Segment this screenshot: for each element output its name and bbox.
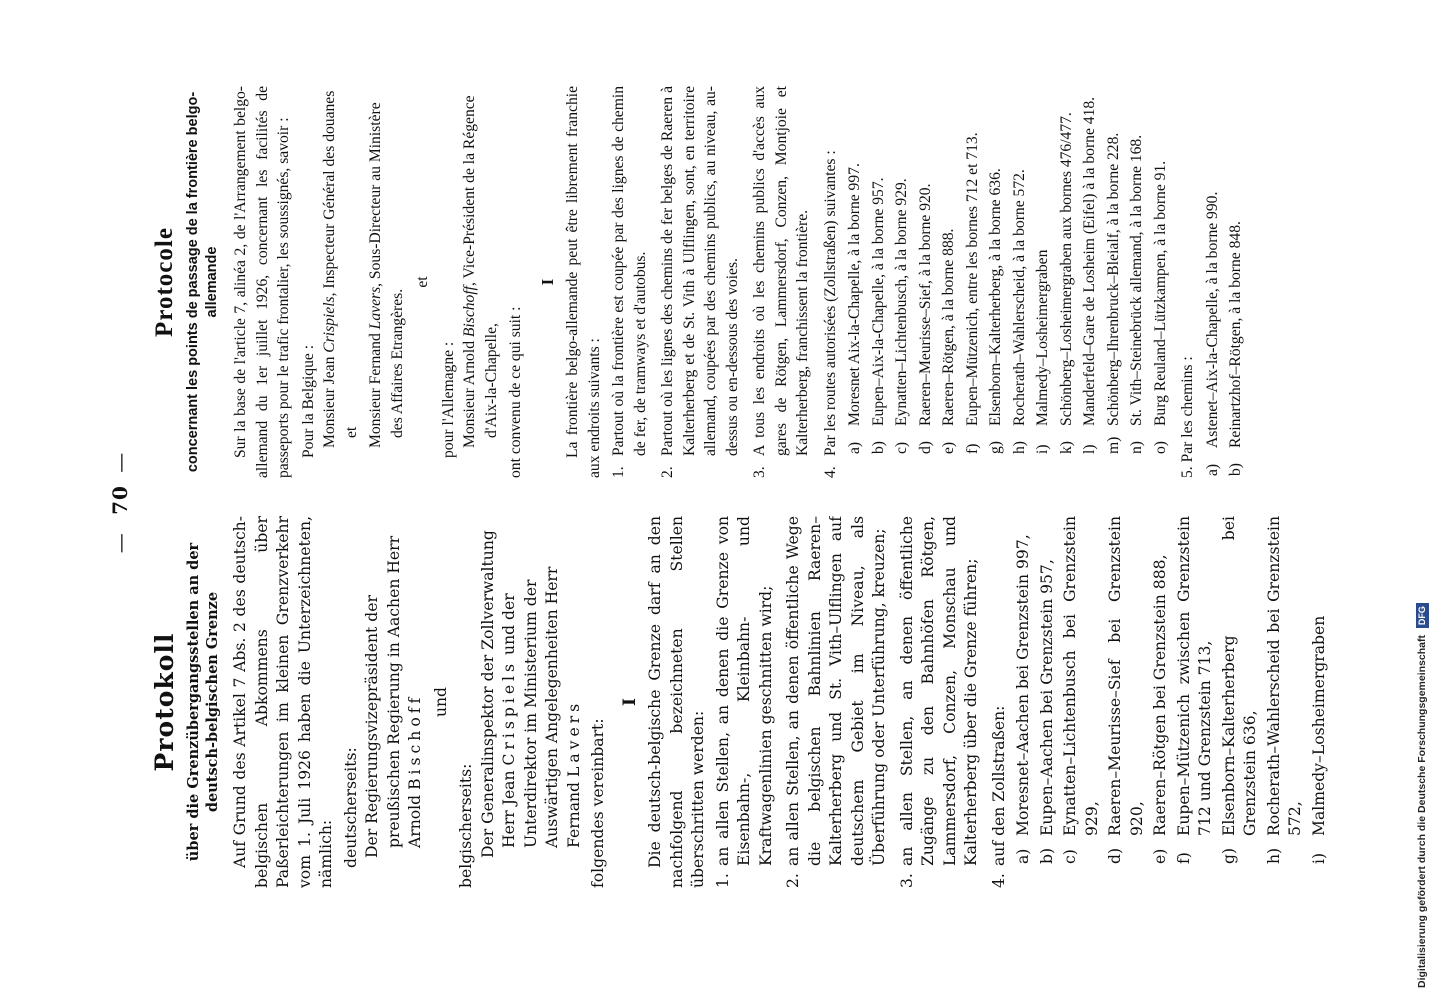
road-text: Raeren–Rötgen, à la borne 888. [940, 228, 957, 426]
road-text: Malmedy–Losheimergraben [1309, 615, 1328, 836]
path-text: Astenet–Aix-la-Chapelle, à la borne 990. [1203, 191, 1221, 448]
road-text: Rocherath–Wahlerscheid bei Grenzstein 572, [1264, 516, 1304, 836]
road-text: Moresnet Aix-la-Chapelle, à la borne 997. [846, 163, 863, 426]
list-item [820, 86, 1172, 478]
road-text: Malmedy–Losheimergraben [1034, 249, 1051, 426]
road-letter: d) [1106, 847, 1124, 864]
german-party1-name: Bischoff [406, 693, 424, 790]
road-text: Eupen–Mützenich zwischen Grenzstein 712 und Grenzstein 713, [1174, 516, 1214, 836]
french-party1-text-b: , Inspecteur Général des douanes et [321, 90, 360, 438]
road-letter: b) [869, 441, 887, 454]
road-letter: l) [1081, 444, 1098, 454]
road-letter: f) [1174, 852, 1193, 864]
road-item [868, 86, 890, 456]
road-item [1103, 86, 1125, 456]
road-letter: e) [940, 441, 957, 454]
french-paths [1202, 86, 1247, 478]
german-party2-label: belgischerseits: [457, 763, 475, 888]
item-text: an allen Stellen, an denen öffentliche Wege die belgischen Bahnlinien Raeren–Kalterherberg und St. Vith–Ulflingen auf deutschem Gebiet im Niveau, als Überführung oder Unterführung, kreuzen; [784, 516, 888, 866]
path-item [1225, 86, 1247, 478]
item-number: 2. [659, 466, 676, 478]
road-item [938, 86, 960, 456]
road-text: St. Vith–Steinebrück allemand, à la borne 168. [1128, 134, 1145, 426]
road-letter: i) [1309, 852, 1328, 864]
road-letter: a) [1014, 848, 1032, 864]
road-item [1079, 86, 1101, 456]
french-party2-text-b: , Vice-Président de la Régence d'Aix-la-Chapelle, [461, 95, 500, 438]
dash-right: — [108, 446, 132, 473]
german-party2-text-a: Der Generalinspektor der Zollverwaltung Herr Jean [478, 530, 518, 858]
road-text: Raeren–Meurisse–Sief, à la borne 920. [916, 183, 934, 426]
french-party1-label: Pour la Belgique : [299, 344, 317, 458]
road-item [1056, 86, 1078, 456]
french-party1-a [319, 86, 362, 478]
digitization-credit-text: Digitalisierung gefördert durch die Deutsche Forschungsgemeinschaft [1416, 635, 1428, 988]
road-letter: g) [987, 441, 1004, 454]
road-item [1150, 86, 1172, 456]
list-item [749, 86, 814, 478]
item-text: Partout où les lignes des chemins de fer belges de Raeren à Kalterherberg et de St. Vith à Ulflingen, sont, en territoire allemand, coupées par des chemins publics, au niveau, au-dessus ou en-dessous des voies. [659, 86, 741, 456]
french-items [608, 86, 1171, 478]
item-text: Par les routes autorisées (Zollstraßen) suivantes : [821, 150, 839, 456]
german-party1-label: deutscherseits: [341, 747, 360, 868]
list-item [897, 516, 983, 888]
item-number: 3. [751, 466, 768, 478]
page-number [108, 0, 132, 1000]
item-text: auf den Zollstraßen: [989, 705, 1008, 866]
path-letter: b) [1227, 463, 1244, 476]
french-party2-name-a: Bischoff [461, 285, 478, 338]
item-number: 4. [821, 466, 839, 478]
road-text: Eynatten–Lichtenbusch bei Grenzstein 929, [1061, 516, 1101, 836]
german-lead: Die deutsch-belgische Grenze darf an den nachfolgend bezeichneten Stellen überschritten werden: [646, 516, 707, 888]
road-item [891, 86, 913, 456]
french-party2-label: pour l'Allemagne : [439, 341, 457, 458]
road-letter: f) [963, 443, 981, 454]
french-party1-text-d: , Sous-Directeur au Ministère des Affaires Etrangères. [367, 102, 406, 438]
dfg-logo: DFG [1416, 603, 1429, 628]
road-item [1174, 516, 1217, 866]
road-text: Burg Reuland–Lützkampen, à la borne 91. [1151, 160, 1169, 426]
road-text: Schönberg–Losheimergraben aux bornes 476/477. [1057, 112, 1075, 426]
path-item [1202, 86, 1224, 478]
road-item [1060, 516, 1103, 866]
item-text: A tous les endroits où les chemins publics d'accès aux gares de Rötgen, Lammersdorf, Conzen, Montjoie et Kalterherberg, franchissent la frontière. [751, 86, 811, 456]
road-letter: b) [1037, 847, 1056, 864]
road-text: Elsenborn–Kalterherberg bei Grenzstein 636, [1219, 516, 1259, 836]
digitization-sidebar [1410, 0, 1434, 1000]
road-text: Eupen–Mützenich, entre les bornes 712 et 713. [963, 132, 981, 426]
french-column [150, 86, 1330, 478]
page-number-value: 70 [108, 485, 132, 515]
road-letter: n) [1128, 441, 1145, 454]
item-text: an allen Stellen, an denen die Grenze von Eisenbahn-, Kleinbahn- und Kraftwagenlinien geschnitten wird; [713, 516, 775, 866]
road-letter: h) [1264, 847, 1283, 864]
road-item [1037, 516, 1059, 866]
french-party2-text-a: Monsieur Arnold [461, 341, 478, 448]
item-number: 2. [784, 873, 802, 888]
road-letter: a) [846, 441, 863, 454]
item-number: 1. [713, 873, 732, 888]
road-item [1013, 516, 1035, 866]
road-text: Moresnet–Aachen bei Grenzstein 997, [1014, 534, 1032, 836]
list-item [783, 516, 891, 888]
list-item [657, 86, 743, 478]
road-text: Eynatten–Lichtenbusch, à la borne 929. [893, 178, 910, 426]
german-and: und [431, 686, 450, 718]
road-item [985, 86, 1007, 456]
item-text: an allen Stellen, an denen öffentliche Zugänge zu den Bahnhöfen Rötgen, Lammersdorf, Conzen, Monschau und Kalterherberg über die Grenze führen; [897, 516, 980, 866]
road-item [1264, 516, 1307, 866]
road-item [1009, 86, 1031, 456]
path-letter: a) [1203, 463, 1221, 476]
road-item [844, 86, 866, 456]
road-item [915, 86, 937, 456]
road-item [1126, 86, 1148, 456]
german-section-heading: I [619, 698, 640, 706]
list-item [713, 516, 778, 888]
road-item [1032, 86, 1054, 456]
list-item [989, 516, 1331, 888]
french-party1-name-c: Lavers [367, 286, 384, 330]
german-subtitle: über die Grenzübergangsstellen an der deutsch-belgischen Grenze [185, 542, 221, 862]
road-letter: o) [1151, 441, 1169, 454]
french-party1-text-a: Monsieur Jean [321, 356, 338, 448]
german-party2-name-b: Lavers [564, 699, 583, 778]
road-text: Schönberg–Ihrenbruck–Bleialf, à la borne 228. [1104, 132, 1122, 426]
road-letter: c) [893, 441, 910, 454]
road-letter: i) [1034, 444, 1051, 454]
german-title: Protokoll [150, 632, 179, 772]
french-agreed: ont convenu de ce qui suit : [507, 306, 524, 478]
german-party2 [478, 516, 586, 888]
german-agreed: folgendes vereinbart: [589, 718, 607, 888]
road-text: Eupen–Aix-la-Chapelle, à la borne 957. [869, 177, 887, 426]
german-intro: Auf Grund des Artikel 7 Abs. 2 des deutsch-belgischen Abkommens über Paßerleichterungen im kleinen Grenzverkehr vom 1. Juli 1926 haben die Unterzeichneten, nämlich: [231, 516, 335, 888]
french-and: et [414, 276, 431, 288]
digitization-credit [1410, 0, 1434, 1000]
road-item [1105, 516, 1148, 866]
german-party2-name-a: Crispiels [500, 659, 518, 766]
french-roads [844, 86, 1171, 456]
german-party2-text-b: und der Unterdirektor im Ministerium der Auswärtigen Angelegenheiten Herr Fernand [500, 566, 583, 848]
road-item [1219, 516, 1262, 866]
road-letter: m) [1104, 436, 1122, 454]
german-party1 [362, 516, 427, 888]
road-item [1150, 516, 1172, 866]
item-number: 1. [610, 466, 627, 478]
list-item [608, 86, 651, 478]
road-text: Elsenborn–Kalterherberg, à la borne 636. [987, 168, 1004, 426]
dash-left: — [108, 527, 132, 554]
path-text: Reinartzhof–Rötgen, à la borne 848. [1227, 221, 1244, 448]
road-letter: e) [1151, 848, 1169, 864]
french-subtitle: concernant les points de passage de la frontière belgo-allemande [185, 91, 220, 473]
french-section-heading: I [537, 278, 557, 286]
road-letter: d) [916, 441, 934, 454]
road-text: Manderfeld–Gare de Losheim (Eifel) à la borne 418. [1081, 96, 1098, 426]
road-letter: c) [1061, 849, 1079, 864]
road-letter: k) [1057, 441, 1075, 454]
french-intro: Sur la base de l'article 7, alinéa 2, de l'Arrangement belgo-allemand du 1er juillet 1926, concernant les facilités de passeports pour le trafic frontalier, les soussignés, savoir : [232, 86, 292, 478]
road-text: Raeren–Meurisse–Sief bei Grenzstein 920, [1106, 516, 1146, 836]
road-letter: g) [1219, 847, 1238, 864]
road-text: Rocherath–Wahlerscheid, à la borne 572. [1010, 169, 1028, 426]
german-roads [1013, 516, 1330, 866]
item-number: 3. [897, 873, 916, 888]
french-paths-label: 5. Par les chemins : [1179, 356, 1196, 478]
german-column [150, 516, 1330, 888]
french-title: Protocole [151, 227, 178, 337]
french-party1-text-c: Monsieur Fernand [367, 333, 384, 448]
road-text: Raeren–Rötgen bei Grenzstein 888, [1151, 554, 1169, 836]
french-party2 [459, 86, 502, 478]
item-text: Partout où la frontière est coupée par des lignes de chemin de fer, de tramways et d'autobus. [610, 86, 649, 456]
french-lead: La frontière belgo-allemande peut être librement franchie aux endroits suivants : [564, 86, 603, 478]
french-party1-b [365, 86, 408, 478]
german-items [713, 516, 1331, 888]
road-letter: h) [1010, 441, 1028, 454]
road-item [962, 86, 984, 456]
german-party1-text: Der Regierungsvizepräsident der preußischen Regierung in Aachen Herr Arnold [363, 535, 424, 858]
road-text: Eupen–Aachen bei Grenzstein 957, [1037, 559, 1056, 836]
road-item [1309, 516, 1331, 866]
french-party1-name-a: Crispiels [321, 296, 338, 353]
item-number: 4. [989, 873, 1008, 888]
